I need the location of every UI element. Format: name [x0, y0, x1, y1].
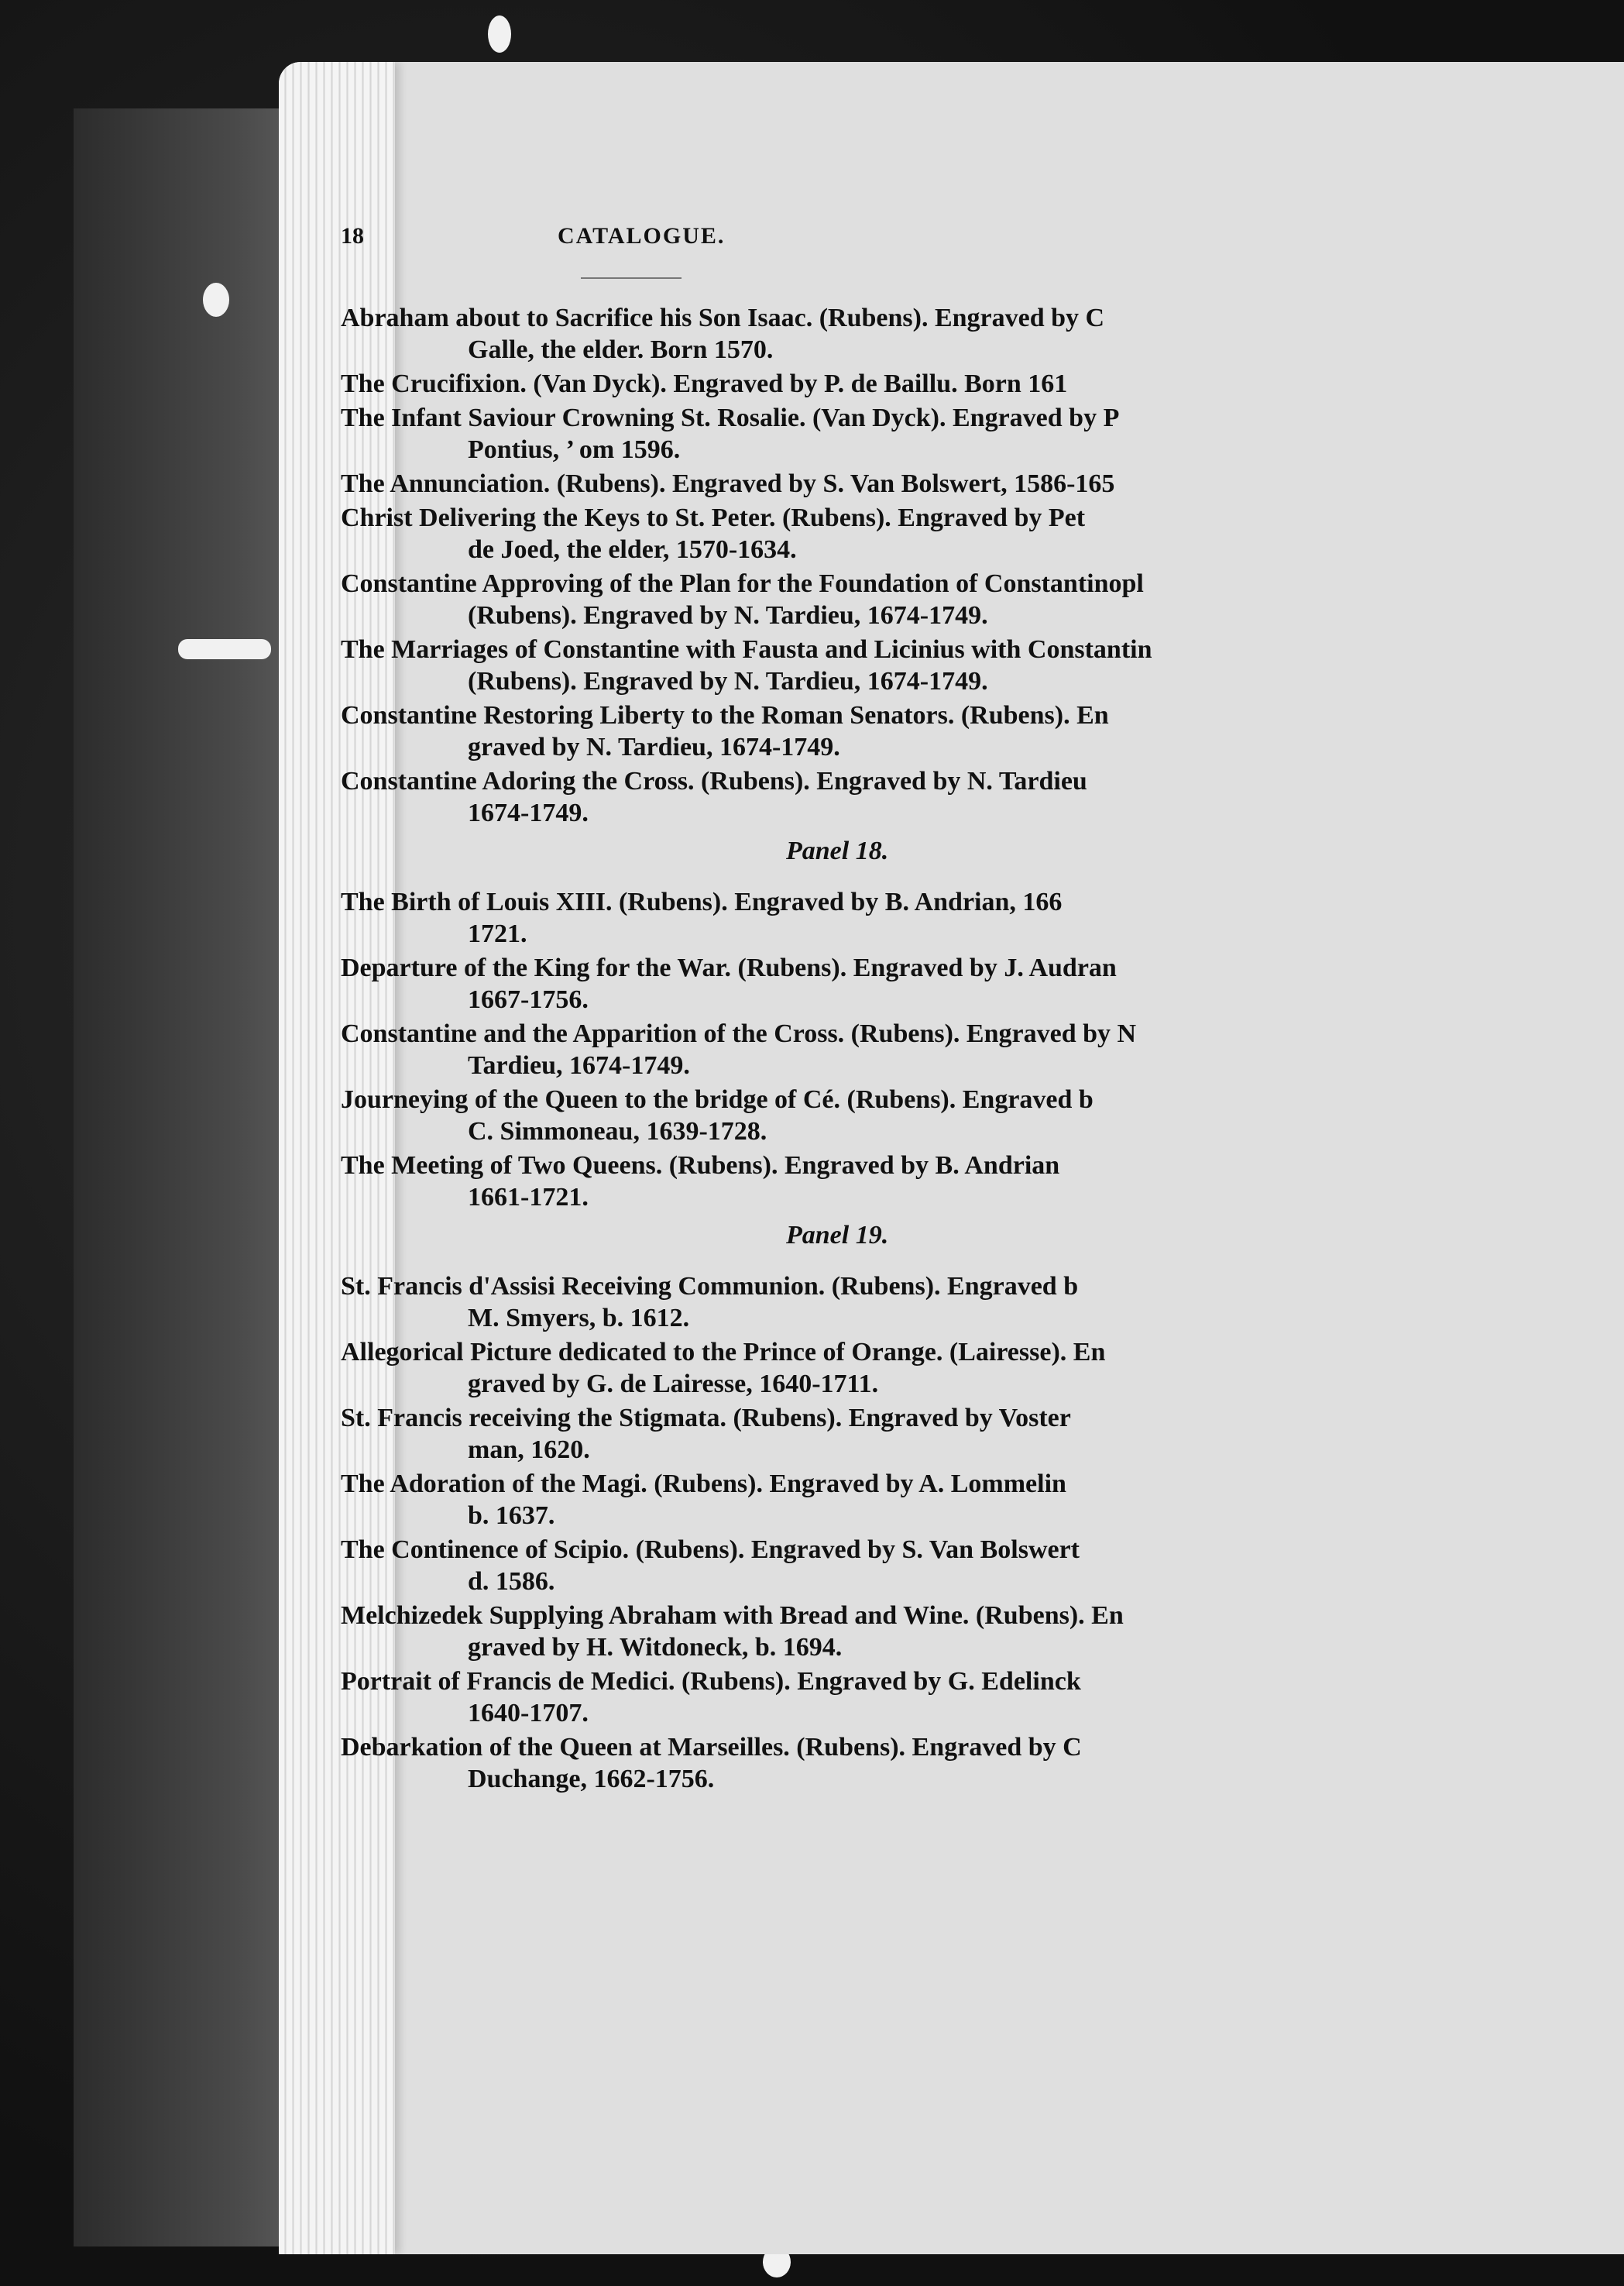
panel-heading: Panel 18. [786, 837, 889, 865]
catalogue-entry: Portrait of Francis de Medici. (Rubens). Engraved by G. Edelinck 1640-1707. [341, 1667, 1081, 1727]
page-number: 18 [341, 223, 364, 249]
catalogue-entry: Journeying of the Queen to the bridge of Cé. (Rubens). Engraved b C. Simmoneau, 1639-1728. [341, 1085, 1094, 1146]
catalogue-entry: Constantine Adoring the Cross. (Rubens). Engraved by N. Tardieu 1674-1749. [341, 767, 1087, 827]
catalogue-entry: Constantine Approving of the Plan for the Foundation of Constantinopl (Rubens). Engraved by N. Tardieu, 1674-1749. [341, 569, 1144, 630]
header-rule [581, 277, 682, 279]
book-spine [74, 108, 279, 2246]
dust-speck [203, 283, 229, 317]
dust-speck [488, 15, 511, 53]
catalogue-entry: Departure of the King for the War. (Rubens). Engraved by J. Audran 1667-1756. [341, 954, 1117, 1014]
catalogue-entry: Christ Delivering the Keys to St. Peter. (Rubens). Engraved by Pet de Joed, the elder, 1570-1634. [341, 504, 1086, 564]
catalogue-entry: The Marriages of Constantine with Fausta and Licinius with Constantin (Rubens). Engraved by N. Tardieu, 1674-1749. [341, 635, 1152, 696]
catalogue-entry: St. Francis d'Assisi Receiving Communion. (Rubens). Engraved b M. Smyers, b. 1612. [341, 1272, 1079, 1332]
catalogue-entry: Abraham about to Sacrifice his Son Isaac. (Rubens). Engraved by C Galle, the elder. Born 1570. [341, 304, 1105, 364]
catalogue-entry: Constantine Restoring Liberty to the Roman Senators. (Rubens). En graved by N. Tardieu, 1674-1749. [341, 701, 1109, 761]
catalogue-entries [341, 302, 1363, 1797]
catalogue-entry: The Infant Saviour Crowning St. Rosalie. (Van Dyck). Engraved by P Pontius, ’ om 1596. [341, 404, 1120, 464]
catalogue-entry: The Continence of Scipio. (Rubens). Engraved by S. Van Bolswert d. 1586. [341, 1535, 1080, 1596]
running-head: CATALOGUE. [558, 223, 726, 249]
page-header [341, 209, 1363, 263]
catalogue-entry: Melchizedek Supplying Abraham with Bread and Wine. (Rubens). En graved by H. Witdoneck, b. 1694. [341, 1601, 1124, 1662]
catalogue-entry: The Annunciation. (Rubens). Engraved by S. Van Bolswert, 1586-165 [341, 469, 1115, 498]
panel-heading: Panel 19. [786, 1221, 889, 1250]
catalogue-entry: Constantine and the Apparition of the Cross. (Rubens). Engraved by N Tardieu, 1674-1749. [341, 1019, 1137, 1080]
catalogue-page-content [341, 209, 1363, 1793]
catalogue-entry: The Crucifixion. (Van Dyck). Engraved by P. de Baillu. Born 161 [341, 370, 1068, 398]
catalogue-entry: Debarkation of the Queen at Marseilles. (Rubens). Engraved by C Duchange, 1662-1756. [341, 1733, 1082, 1793]
dust-speck [178, 639, 271, 659]
catalogue-entry: The Adoration of the Magi. (Rubens). Engraved by A. Lommelin b. 1637. [341, 1470, 1066, 1530]
catalogue-entry: The Birth of Louis XIII. (Rubens). Engraved by B. Andrian, 166 1721. [341, 888, 1063, 948]
catalogue-entry: Allegorical Picture dedicated to the Prince of Orange. (Lairesse). En graved by G. de Lairesse, 1640-1711. [341, 1338, 1106, 1398]
catalogue-entry: St. Francis receiving the Stigmata. (Rubens). Engraved by Voster man, 1620. [341, 1404, 1071, 1464]
catalogue-entry: The Meeting of Two Queens. (Rubens). Engraved by B. Andrian 1661-1721. [341, 1151, 1060, 1212]
